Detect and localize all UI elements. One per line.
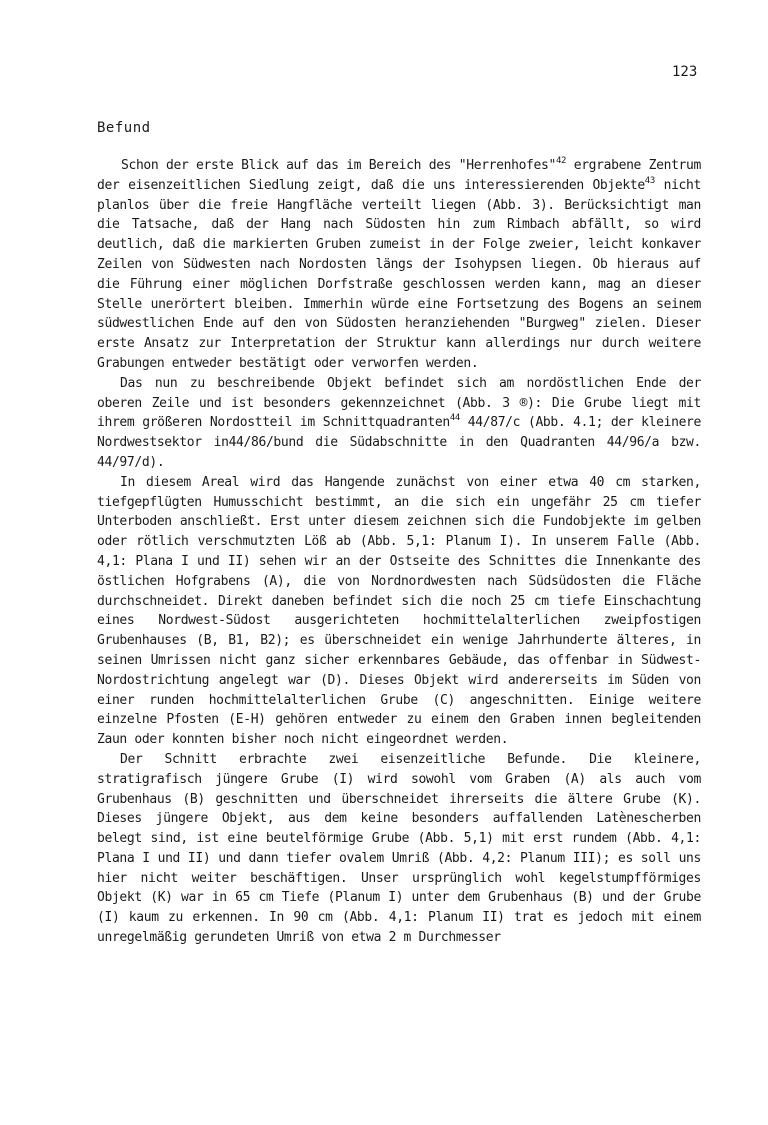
footnote-marker: 42 — [555, 156, 567, 166]
paragraph: In diesem Areal wird das Hangende zunächst von einer etwa 40 cm starken, tiefgepflügten Humusschicht bestimmt, an die sich ein ungefähr 25 cm tiefer Unterboden anschließt. Erst unter diesem zeichnen sich die Fundobjekte im gelben oder rötlich verschmutzten Löß ab (Abb. 5,1: Planum I). In unserem Falle (Abb. 4,1: Plana I und II) sehen wir an der Ostseite des Schnittes die Innenkante des östlichen Hofgrabens (A), die von Nordnordwesten nach Südsüdosten die Fläche durchschneidet. Direkt daneben befindet sich die noch 25 cm tiefe Einschachtung eines Nordwest-Südost ausgerichteten hochmittelalterlichen zweipfostigen Grubenhauses (B, B1, B2); es überschneidet ein wenige Jahrhunderte älteres, in seinen Umrissen nicht ganz sicher erkennbares Gebäude, das offenbar in Südwest-Nordostrichtung angelegt war (D). Dieses Objekt wird andererseits im Süden von einer runden hochmittelalterlichen Grube (C) angeschnitten. Einige weitere einzelne Pfosten (E-H) gehören entweder zu einem den Graben innen begleitenden Zaun oder konnten bisher noch nicht eingeordnet werden. — [97, 474, 701, 748]
section-heading: Befund — [97, 120, 151, 136]
paragraph: Das nun zu beschreibende Objekt befindet sich am nordöstlichen Ende der oberen Zeile und ist besonders gekennzeichnet (Abb. 3 ®): Die Grube liegt mit ihrem größeren Nordostteil im Schnittquadranten$^{44}$ 44/87/c (Abb. 4.1; der kleinere Nordwestsektor in44/86/bund die Südabschnitte in den Quadranten 44/96/a bzw. 44/97/d). — [97, 375, 701, 470]
page-number: 123 — [672, 64, 698, 80]
footnote-marker: 44 — [449, 413, 460, 424]
paragraph: Schon der erste Blick auf das im Bereich des "Herrenhofes"$^{42}$ ergrabene Zentrum der eisenzeitlichen Siedlung zeigt, daß die uns interessierenden Objekte$^{43}$ nicht planlos über die freie Hangfläche verteilt liegen (Abb. 3). Berücksichtigt man die Tatsache, daß der Hang nach Südosten hin zum Rimbach abfällt, so wird deutlich, daß die markierten Gruben zumeist in der Folge zweier, leicht konkaver Zeilen von Südwesten nach Nordosten längs der Isohypsen liegen. Ob hieraus auf die Führung einer möglichen Dorfstraße geschlossen werden kann, mag an dieser Stelle unerörtert bleiben. Immerhin würde eine Fortsetzung des Bogens an seinem südwestlichen Ende auf den von Südosten heranziehenden "Burgweg" zielen. Dieser erste Ansatz zur Interpretation der Struktur kann allerdings nur durch weitere Grabungen entweder bestätigt oder verworfen werden. — [97, 156, 701, 371]
footnote-marker: 43 — [644, 175, 655, 186]
body-text — [97, 156, 701, 948]
paragraph: Der Schnitt erbrachte zwei eisenzeitliche Befunde. Die kleinere, stratigrafisch jüngere Grube (I) wird sowohl vom Graben (A) als auch vom Grubenhaus (B) geschnitten und überschneidet ihrerseits die ältere Grube (K). Dieses jüngere Objekt, aus dem keine besonders auffallenden Latènescherben belegt sind, ist eine beutelförmige Grube (Abb. 5,1) mit erst rundem (Abb. 4,1: Plana I und II) und dann tiefer ovalem Umriß (Abb. 4,2: Planum III); es soll uns hier nicht weiter beschäftigen. Unser ursprünglich wohl kegelstumpfförmiges Objekt (K) war in 65 cm Tiefe (Planum I) unter dem Grubenhaus (B) und der Grube (I) kaum zu erkennen. In 90 cm (Abb. 4,1: Planum II) trat es jedoch mit einem unregelmäßig gerundeten Umriß von etwa 2 m Durchmesser — [97, 751, 701, 946]
